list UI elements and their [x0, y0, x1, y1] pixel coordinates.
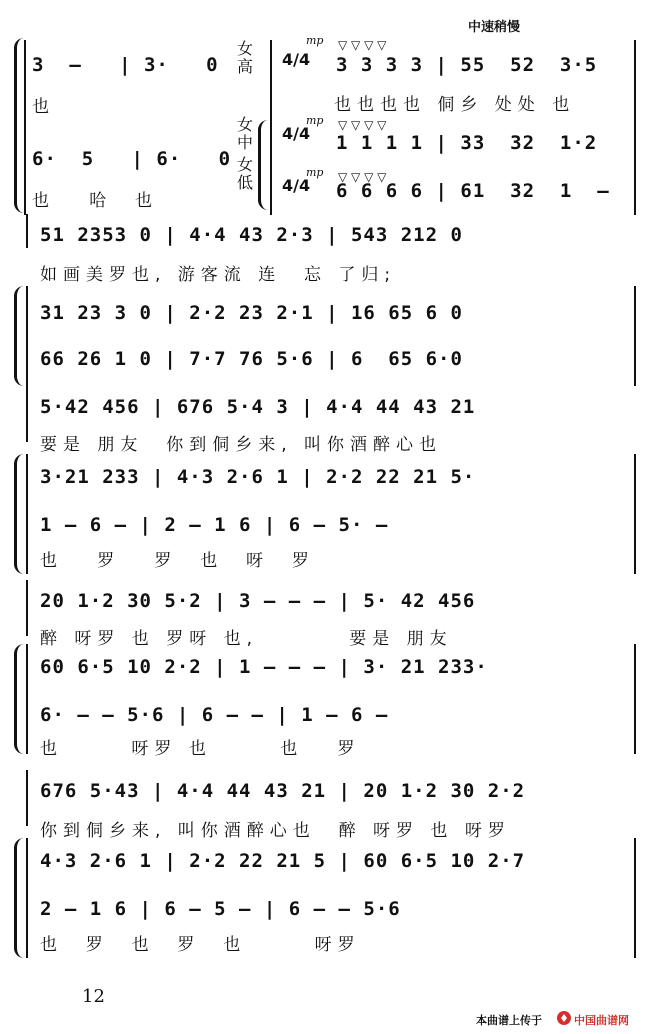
barline — [24, 40, 26, 215]
barline-end — [634, 40, 636, 215]
voice-label-soprano: 女高 — [236, 39, 253, 76]
low-voice-notes: 2 — 1 6 | 6 — 5 — | 6 — — 5·6 — [40, 898, 401, 920]
dynamic-mp-low: mp — [306, 166, 324, 179]
footer-site-name[interactable]: 中国曲谱网 — [574, 1014, 629, 1027]
left-notes-bottom: 6· 5 | 6· 0 — [32, 148, 232, 170]
barline — [26, 770, 28, 826]
low-voice-lyrics: 也 罗 也 罗 也 呀罗 — [40, 935, 361, 955]
barline — [26, 286, 28, 386]
low-voice-lyrics: 也 呀罗 也 也 罗 — [40, 739, 361, 759]
low-voice-lyrics: 也 罗 罗 也 呀 罗 — [40, 551, 315, 571]
middle-voice-notes: 4·3 2·6 1 | 2·2 22 21 5 | 60 6·5 10 2·7 — [40, 850, 526, 872]
system-1 — [0, 20, 666, 211]
tempo-marking: 中速稍慢 — [468, 20, 521, 35]
soprano-notes: 3 3 3 3 | 55 52 3·5 — [336, 54, 598, 76]
low-voice-notes: 1 — 6 — | 2 — 1 6 | 6 — 5· — — [40, 514, 389, 536]
system-4-bracket — [14, 644, 25, 754]
voice-label-low: 女低 — [236, 155, 253, 192]
middle-voice-notes: 31 23 3 0 | 2·2 23 2·1 | 16 65 6 0 — [40, 302, 463, 324]
low-notes: 6 6 6 6 | 61 32 1 — — [336, 180, 610, 202]
low-voice-notes: 6· — — 5·6 | 6 — — | 1 — 6 — — [40, 704, 389, 726]
dynamic-mp-soprano: mp — [306, 34, 324, 47]
system-5-bracket — [14, 838, 25, 958]
middle-voice-notes: 60 6·5 10 2·2 | 1 — — — | 3· 21 233· — [40, 656, 488, 678]
barline — [270, 40, 272, 215]
melody-notes: 51 2353 0 | 4·4 43 2·3 | 543 212 0 — [40, 224, 463, 246]
left-lyrics-top: 也 — [32, 97, 55, 117]
left-notes-top: 3 — | 3· 0 — [32, 54, 219, 76]
system-2-bracket — [14, 286, 25, 386]
barline-end — [634, 838, 636, 958]
melody-lyrics: 要是 朋友 你到侗乡来, 叫你酒醉心也 — [40, 435, 443, 455]
barline — [26, 214, 28, 248]
time-signature-low: 4/4 — [282, 176, 311, 195]
time-signature-alto: 4/4 — [282, 124, 311, 143]
left-lyrics-bottom: 也 哈 也 — [32, 191, 159, 211]
system-4 — [0, 580, 666, 760]
lower-voices-bracket — [258, 120, 269, 210]
melody-lyrics: 如画美罗也, 游客流 连 忘 了归; — [40, 265, 397, 285]
footer-upload-text: 本曲谱上传于 — [476, 1014, 542, 1027]
system-3-bracket — [14, 454, 25, 574]
system-5 — [0, 770, 666, 960]
barline-end — [634, 286, 636, 386]
barline — [26, 644, 28, 754]
barline-end — [634, 644, 636, 754]
barline — [26, 386, 28, 442]
low-voice-notes: 66 26 1 0 | 7·7 76 5·6 | 6 65 6·0 — [40, 348, 463, 370]
barline — [26, 580, 28, 636]
barline — [26, 838, 28, 958]
time-signature-soprano: 4/4 — [282, 50, 311, 69]
dynamic-mp-alto: mp — [306, 114, 324, 127]
alto-notes: 1 1 1 1 | 33 32 1·2 — [336, 132, 598, 154]
middle-voice-notes: 3·21 233 | 4·3 2·6 1 | 2·2 22 21 5· — [40, 466, 476, 488]
melody-lyrics: 你到侗乡来, 叫你酒醉心也 醉 呀罗 也 呀罗 — [40, 821, 511, 841]
soprano-lyrics: 也也也也 侗乡 处处 也 — [334, 95, 576, 115]
voice-label-alto: 女中 — [236, 115, 253, 152]
accent-marks-alto: ▽ ▽ ▽ ▽ — [338, 118, 387, 132]
barline-end — [634, 454, 636, 574]
system-2 — [0, 210, 666, 380]
accent-marks-soprano: ▽ ▽ ▽ ▽ — [338, 38, 387, 52]
barline — [26, 454, 28, 574]
melody-lyrics: 醉 呀罗 也 罗呀 也, 要是 朋友 — [40, 629, 453, 649]
accent-marks-low: ▽ ▽ ▽ ▽ — [338, 170, 387, 184]
melody-notes: 676 5·43 | 4·4 44 43 21 | 20 1·2 30 2·2 — [40, 780, 526, 802]
melody-notes: 20 1·2 30 5·2 | 3 — — — | 5· 42 456 — [40, 590, 476, 612]
page-number: 12 — [82, 986, 105, 1007]
melody-notes: 5·42 456 | 676 5·4 3 | 4·4 44 43 21 — [40, 396, 476, 418]
site-logo-icon — [556, 1010, 572, 1026]
system-3 — [0, 386, 666, 576]
